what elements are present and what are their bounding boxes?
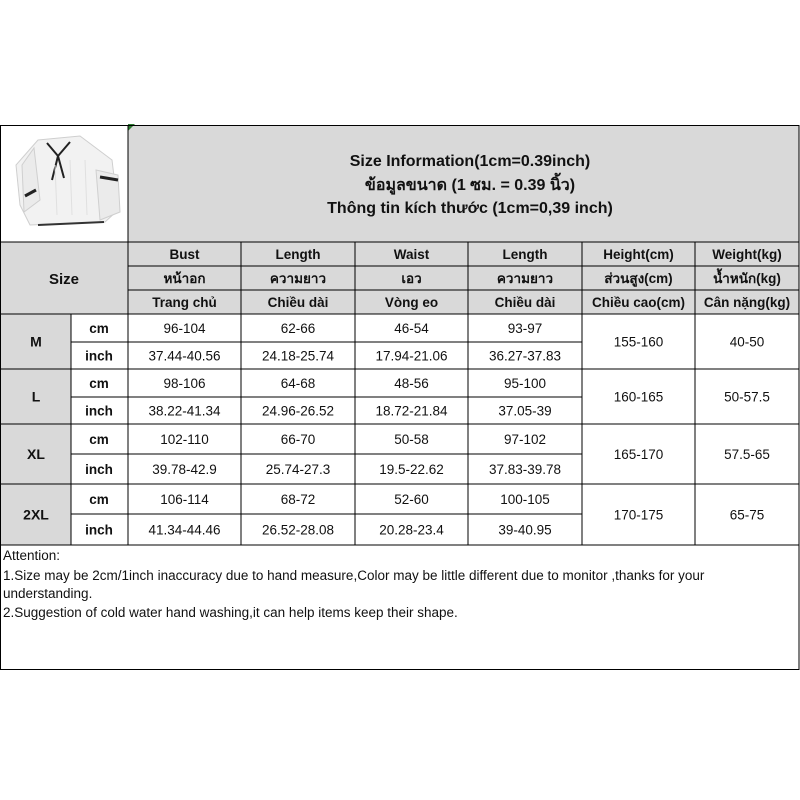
cell-inch-xl-1: 39.78-42.9	[152, 462, 217, 477]
unit-label-cm: cm	[89, 376, 109, 391]
cell-inch-m-4: 36.27-37.83	[488, 348, 562, 364]
column-header-1-line-1: Bust	[169, 247, 200, 262]
column-header-3-line-3: Vòng eo	[384, 295, 439, 310]
cell-cm-l-2: 64-68	[280, 376, 316, 391]
cell-height-m: 155-160	[613, 334, 664, 350]
unit-label-inch: inch	[85, 462, 113, 477]
cell-height-2xl: 170-175	[613, 507, 664, 523]
column-header-5-line-2: ส่วนสูง(cm)	[604, 271, 673, 286]
cell-cm-m-1: 96-104	[163, 321, 206, 336]
title-line-th: ข้อมูลขนาด (1 ซม. = 0.39 นิ้ว)	[364, 177, 576, 194]
cell-weight-m: 40-50	[729, 334, 765, 350]
cell-cm-xl-2: 66-70	[280, 432, 316, 447]
cell-cm-xl-3: 50-58	[394, 432, 429, 447]
unit-label-inch: inch	[85, 403, 113, 419]
cell-inch-l-2: 24.96-26.52	[261, 403, 335, 419]
column-header-5-line-1: Height(cm)	[603, 247, 674, 262]
column-header-6-line-2: น้ำหนัก(kg)	[713, 271, 781, 286]
cell-cm-l-3: 48-56	[394, 376, 429, 391]
column-header-1-line-2: หน้าอก	[163, 271, 206, 286]
cell-cm-m-2: 62-66	[280, 321, 316, 336]
column-header-3-line-2: เอว	[401, 271, 422, 286]
column-header-6-line-3: Cân nặng(kg)	[703, 295, 791, 310]
cell-weight-2xl: 65-75	[729, 507, 765, 523]
cell-cm-xl-4: 97-102	[503, 432, 547, 447]
cell-cm-l-4: 95-100	[503, 376, 547, 391]
cell-cm-2xl-3: 52-60	[394, 492, 429, 507]
cell-inch-m-3: 17.94-21.06	[375, 348, 448, 364]
column-header-2-line-2: ความยาว	[269, 271, 327, 286]
column-header-3-line-1: Waist	[393, 247, 430, 262]
size-column-header: Size	[48, 271, 80, 288]
size-label-xl: XL	[27, 446, 45, 462]
unit-label-cm: cm	[89, 492, 109, 507]
cell-inch-2xl-1: 41.34-44.46	[148, 522, 221, 538]
cell-inch-2xl-2: 26.52-28.08	[261, 522, 335, 538]
cell-inch-l-1: 38.22-41.34	[148, 403, 221, 419]
unit-label-cm: cm	[89, 321, 109, 336]
unit-label-cm: cm	[89, 432, 109, 447]
column-header-4-line-1: Length	[502, 247, 548, 262]
cell-inch-l-3: 18.72-21.84	[375, 403, 448, 419]
size-label-2xl: 2XL	[23, 506, 49, 523]
cell-height-l: 160-165	[613, 389, 664, 405]
cell-height-xl: 165-170	[613, 447, 664, 462]
cell-weight-l: 50-57.5	[724, 389, 770, 405]
cell-cm-m-3: 46-54	[394, 321, 429, 336]
cell-cm-l-1: 98-106	[163, 376, 206, 391]
size-label-m: M	[30, 333, 42, 350]
column-header-2-line-1: Length	[275, 247, 321, 262]
cell-cm-m-4: 93-97	[507, 321, 543, 336]
cell-cm-2xl-1: 106-114	[160, 492, 209, 507]
unit-label-inch: inch	[85, 348, 113, 364]
cell-inch-2xl-3: 20.28-23.4	[379, 522, 444, 538]
cell-inch-xl-3: 19.5-22.62	[379, 462, 444, 477]
column-header-4-line-2: ความยาว	[496, 271, 554, 286]
cell-cm-2xl-4: 100-105	[500, 492, 550, 507]
column-header-2-line-3: Chiều dài	[267, 295, 329, 310]
cell-inch-2xl-4: 39-40.95	[498, 522, 552, 538]
cell-inch-m-2: 24.18-25.74	[261, 348, 335, 364]
title-line-en: Size Information(1cm=0.39inch)	[349, 153, 591, 170]
cell-cm-xl-1: 102-110	[160, 432, 209, 447]
note-line-2: 2.Suggestion of cold water hand washing,it can help items keep their shape.	[3, 605, 458, 620]
note-attention: Attention:	[3, 548, 61, 563]
column-header-4-line-3: Chiều dài	[494, 295, 556, 310]
title-line-vi: Thông tin kích thước (1cm=0,39 inch)	[327, 200, 613, 217]
cell-inch-xl-2: 25.74-27.3	[265, 462, 331, 477]
cell-inch-xl-4: 37.83-39.78	[488, 462, 562, 477]
note-line-1: 1.Size may be 2cm/1inch inaccuracy due to hand measure,Color may be little different due to monitor ,thanks for your	[3, 568, 705, 583]
column-header-5-line-3: Chiều cao(cm)	[591, 295, 686, 310]
size-label-l: L	[31, 388, 41, 405]
cell-weight-xl: 57.5-65	[724, 447, 770, 462]
column-header-1-line-3: Trang chủ	[152, 295, 217, 310]
column-header-6-line-1: Weight(kg)	[712, 247, 782, 262]
cell-cm-2xl-2: 68-72	[280, 492, 316, 507]
unit-label-inch: inch	[85, 522, 113, 538]
note-line-1-cont: understanding.	[3, 586, 93, 601]
cell-inch-l-4: 37.05-39	[498, 403, 552, 419]
product-image	[2, 125, 128, 242]
cell-inch-m-1: 37.44-40.56	[148, 348, 221, 364]
